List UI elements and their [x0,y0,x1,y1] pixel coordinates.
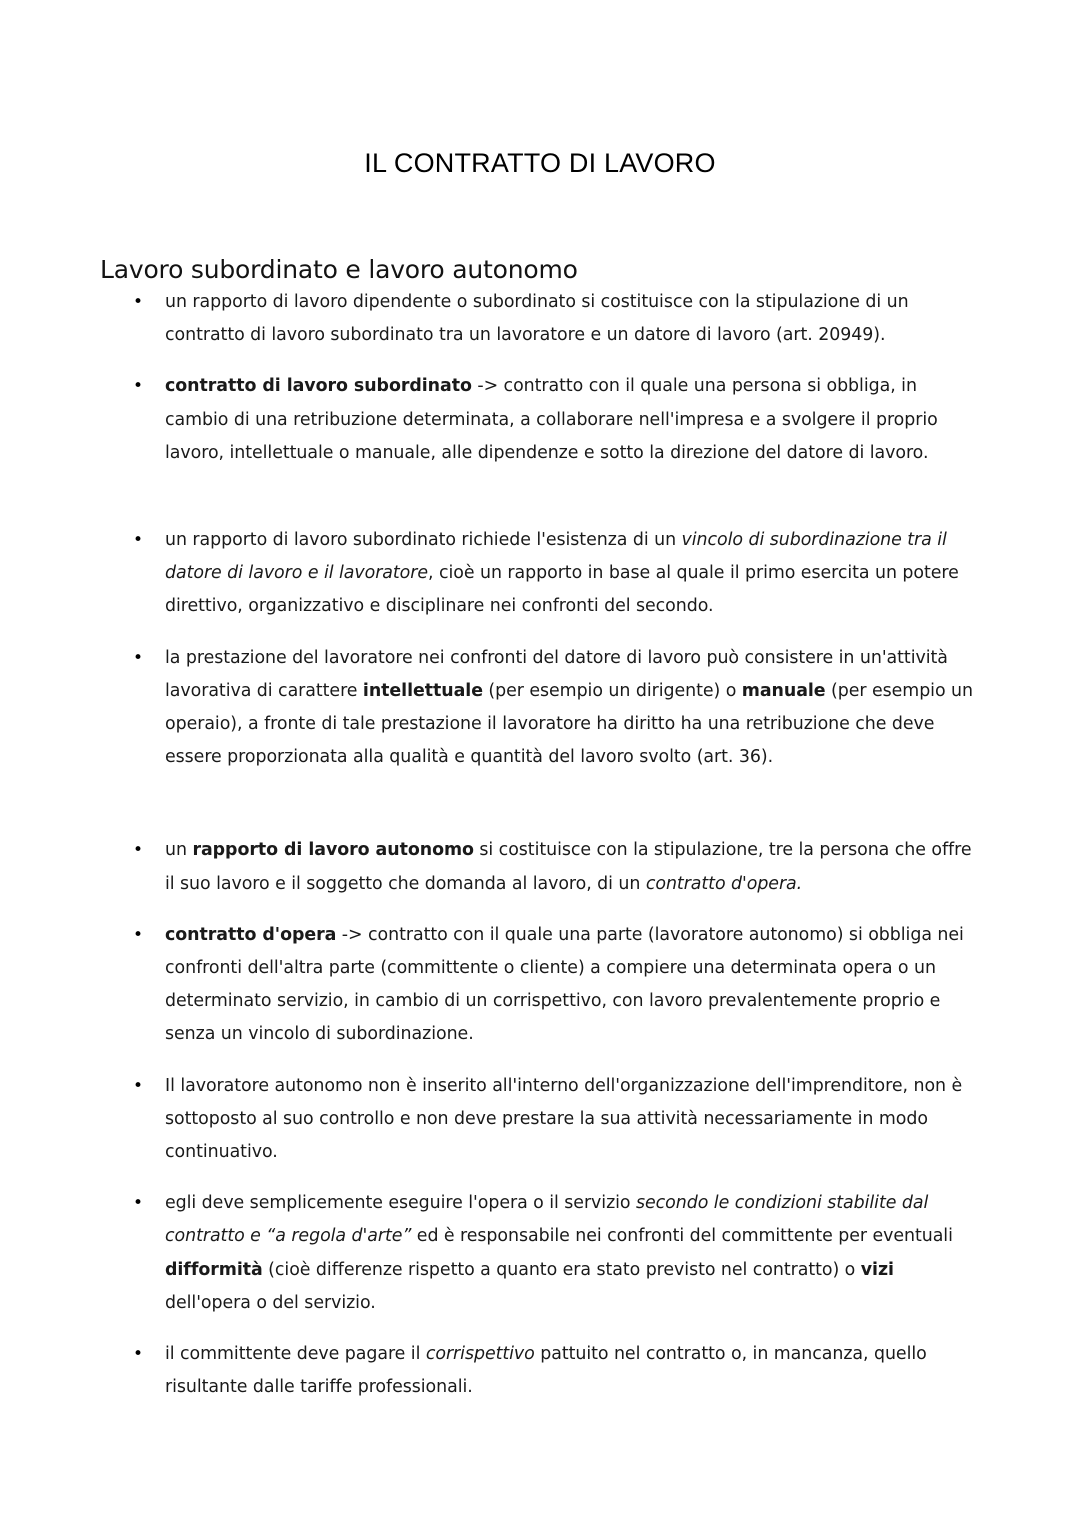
list-item [0,1338,1080,1404]
list-item [0,834,1080,900]
list-item-text: contratto di lavoro subordinato -> contratto con il quale una persona si obbliga, in cambio di una retribuzione determinata, a collaborare nell'impresa e a svolgere il proprio lavoro, intellettuale o manuale, alle dipendenze e sotto la direzione del datore di lavoro. [165,376,938,463]
bullet-icon: • [133,292,143,312]
list-item-text: il committente deve pagare il corrispettivo pattuito nel contratto o, in mancanza, quello risultante dalle tariffe professionali. [165,1344,927,1398]
list-item-text: contratto d'opera -> contratto con il quale una parte (lavoratore autonomo) si obbliga nei confronti dell'altra parte (committente o cliente) a compiere una determinata opera o un determinato servizio, in cambio di un corrispettivo, con lavoro prevalentemente proprio e senza un vincolo di subordinazione. [165,924,964,1045]
bullet-list [0,286,1080,1404]
bullet-icon: • [133,647,143,668]
list-item-text: egli deve semplicemente eseguire l'opera o il servizio secondo le condizioni stabilite dal contratto e “a regola d'arte” ed è responsabile nei confronti del committente per eventuali difformità (cioè differenze rispetto a quanto era stato previsto nel contratto) o vizi dell'opera o del servizio. [165,1193,953,1313]
bullet-icon: • [133,840,143,861]
list-item [0,1187,1080,1320]
list-item-text: la prestazione del lavoratore nei confronti del datore di lavoro può consistere in un'attività lavorativa di carattere intellettuale (per esempio un dirigente) o manuale (per esempio un operaio), a fronte di tale prestazione il lavoratore ha diritto ha una retribuzione che deve essere proporzionata alla qualità e quantità del lavoro svolto (art. 36). [165,647,973,768]
bullet-icon: • [133,376,143,397]
list-item [0,1070,1080,1170]
list-item-text: un rapporto di lavoro autonomo si costituisce con la stipulazione, tre la persona che offre il suo lavoro e il soggetto che domanda al lavoro, di un contratto d'opera. [165,840,972,894]
bullet-icon: • [133,530,143,551]
bullet-icon: • [133,924,143,945]
list-item-text: un rapporto di lavoro subordinato richiede l'esistenza di un vincolo di subordinazione tra il datore di lavoro e il lavoratore, cioè un rapporto in base al quale il primo esercita un potere direttivo, organizzativo e disciplinare nei confronti del secondo. [165,530,959,617]
list-item-text: un rapporto di lavoro dipendente o subordinato si costituisce con la stipulazione di un contratto di lavoro subordinato tra un lavoratore e un datore di lavoro (art. 20949). [165,292,909,346]
list-item [0,286,1080,352]
list-item-text: Il lavoratore autonomo non è inserito all'interno dell'organizzazione dell'imprenditore, non è sottoposto al suo controllo e non deve prestare la sua attività necessariamente in modo continuativo. [165,1075,963,1163]
section-heading: Lavoro subordinato e lavoro autonomo [100,254,578,284]
list-item [0,370,1080,470]
bullet-icon: • [133,1193,143,1214]
bullet-icon: • [133,1344,143,1365]
list-item [0,524,1080,624]
list-item [0,919,1080,1052]
page-title: IL CONTRATTO DI LAVORO [364,148,716,179]
bullet-icon: • [133,1075,143,1096]
list-item [0,642,1080,775]
